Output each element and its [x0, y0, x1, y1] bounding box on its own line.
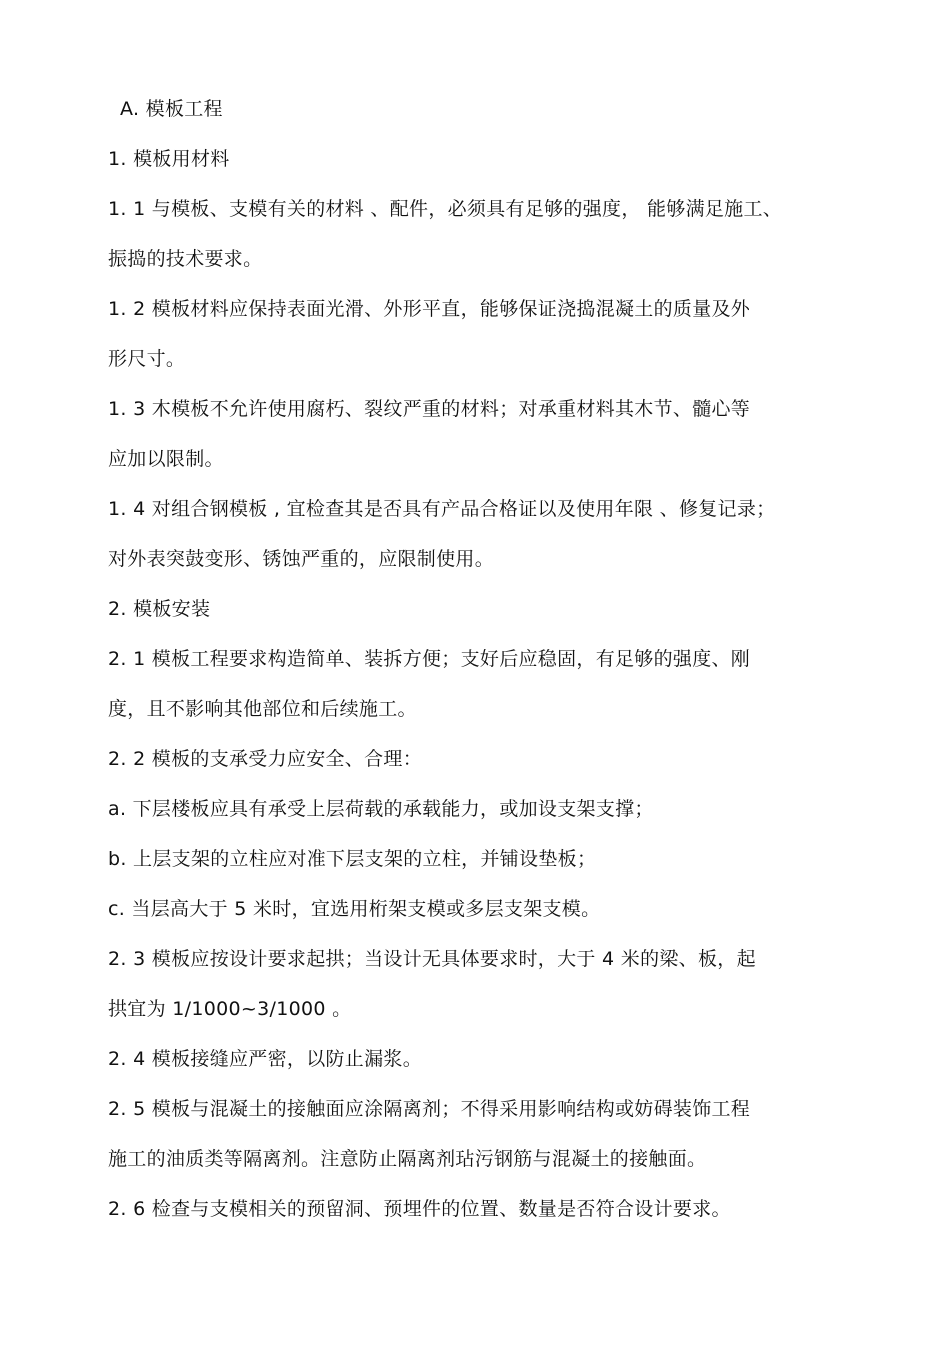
paragraph-1-2-line-2: 形尺寸。: [108, 348, 186, 370]
paragraph-1-1-line-2: 振捣的技术要求。: [108, 248, 263, 270]
paragraph-2-6: 2. 6 检查与支模相关的预留洞、预埋件的位置、数量是否符合设计要求。: [108, 1198, 731, 1220]
paragraph-2-5-line-2: 施工的油质类等隔离剂。注意防止隔离剂玷污钢筋与混凝土的接触面。: [108, 1148, 707, 1170]
list-item-a: a. 下层楼板应具有承受上层荷载的承载能力，或加设支架支撑；: [108, 798, 654, 820]
paragraph-1-2-line-1: 1. 2 模板材料应保持表面光滑、外形平直，能够保证浇捣混凝土的质量及外: [108, 298, 751, 320]
paragraph-2-5-line-1: 2. 5 模板与混凝土的接触面应涂隔离剂；不得采用影响结构或妨碍装饰工程: [108, 1098, 751, 1120]
section-title: A. 模板工程: [120, 98, 223, 120]
paragraph-2-3-line-1: 2. 3 模板应按设计要求起拱；当设计无具体要求时，大于 4 米的梁、板，起: [108, 948, 756, 970]
paragraph-2-1-line-2: 度，且不影响其他部位和后续施工。: [108, 698, 417, 720]
paragraph-1-4-line-2: 对外表突鼓变形、锈蚀严重的，应限制使用。: [108, 548, 495, 570]
paragraph-1-3-line-1: 1. 3 木模板不允许使用腐朽、裂纹严重的材料；对承重材料其木节、髓心等: [108, 398, 751, 420]
paragraph-1-1-line-1: 1. 1 与模板、支模有关的材料 、配件，必须具有足够的强度， 能够满足施工、: [108, 198, 783, 220]
paragraph-2-2: 2. 2 模板的支承受力应安全、合理：: [108, 748, 422, 770]
paragraph-2-3-line-2: 拱宜为 1/1000~3/1000 。: [108, 998, 352, 1020]
paragraph-2-4: 2. 4 模板接缝应严密，以防止漏浆。: [108, 1048, 422, 1070]
list-item-b: b. 上层支架的立柱应对准下层支架的立柱，并铺设垫板；: [108, 848, 597, 870]
list-item-c: c. 当层高大于 5 米时，宜选用桁架支模或多层支架支模。: [108, 898, 601, 920]
paragraph-1-3-line-2: 应加以限制。: [108, 448, 224, 470]
heading-1: 1. 模板用材料: [108, 148, 230, 170]
paragraph-1-4-line-1: 1. 4 对组合钢模板 , 宜检查其是否具有产品合格证以及使用年限 、修复记录；: [108, 498, 776, 520]
heading-2: 2. 模板安装: [108, 598, 211, 620]
paragraph-2-1-line-1: 2. 1 模板工程要求构造简单、装拆方便；支好后应稳固，有足够的强度、刚: [108, 648, 751, 670]
